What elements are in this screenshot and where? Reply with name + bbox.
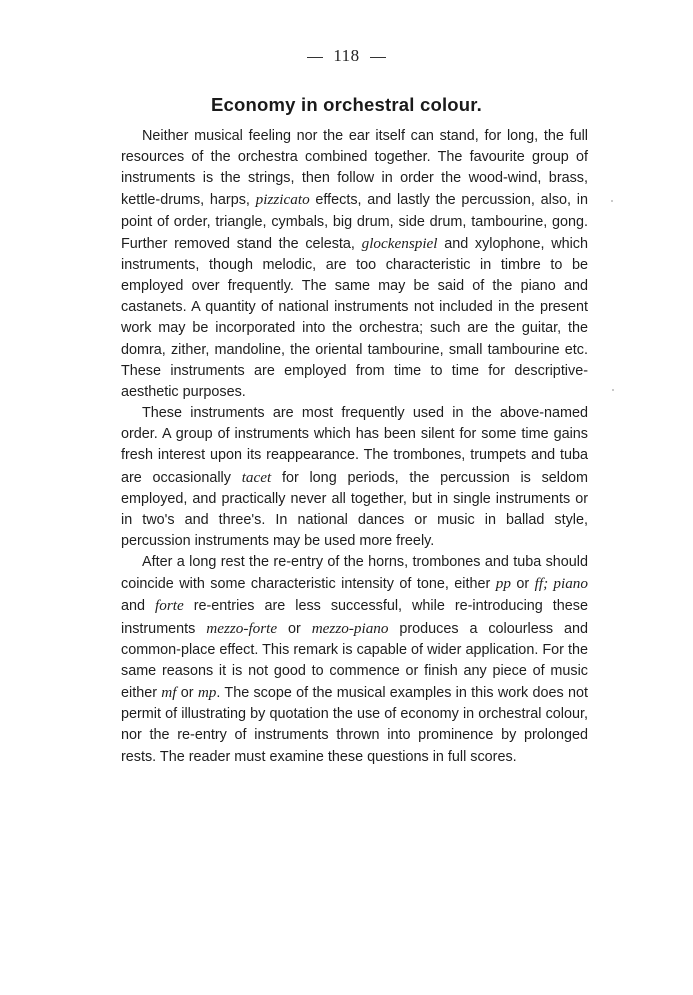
italic-term: glockenspiel [361,234,438,252]
italic-term: mezzo-piano [311,619,389,637]
text-run: These instruments are most frequently used in the above-named order. A group of instruments which has been silent for some time gains fresh interest upon its reappearance. The trombones, trumpets and tuba are occasionally [121,405,588,486]
text-run: produces a colourless and common-place effect. This remark is capable of wider application. For the same reasons it is not good to commence or finish any piece of music either [121,620,588,702]
italic-term: ff; piano [534,575,588,593]
italic-term: mp [197,684,217,702]
text-run: or [510,576,535,593]
text-run: . The scope of the musical examples in this work does not permit of illustrating by quotation the use of economy in orchestral colour, nor the re-entry of instruments thrown into prominence by prolonged rests. The reader must examine these questions in full scores. [121,685,588,765]
paragraph-2 [121,403,588,552]
text-run: and [121,598,156,615]
text-run: re-entries are less successful, while re-introducing these instruments [121,598,588,637]
left-dash [307,57,323,58]
italic-term: pp [495,575,511,593]
page-number-value: 118 [333,46,360,65]
paragraph-1 [121,126,588,403]
body-text [121,126,588,768]
paper-speck [612,389,614,391]
text-run: or [277,620,312,637]
text-run: and xylophone, which instruments, though melodic, are too characteristic in timbre to be employed over frequently. The same may be said of the piano and castanets. A quantity of national instruments not included in the present work may be incorporated into the orchestra; such are the guitar, the domra, zither, mandoline, the oriental tambourine, small tambourine etc. These instruments are employed from time to time for descriptive-aesthetic purposes. [121,235,588,400]
text-run: effects, and lastly the percussion, also, in point of order, triangle, cymbals, big drum, side drum, tambourine, gong. Further removed stand the celesta, [121,192,588,252]
text-run: or [176,685,198,702]
text-run: for long periods, the percussion is seldom employed, and practically never all together, but in single instruments or in two's and three's. In national dances or music in ballad style, percussion instruments may be used more freely. [121,469,588,549]
italic-term: pizzicato [255,191,310,209]
paragraph-3 [121,552,588,768]
italic-term: mezzo-forte [206,619,278,637]
italic-term: tacet [241,468,272,486]
text-run: Neither musical feeling nor the ear itself can stand, for long, the full resources of the orchestra combined together. The favourite group of instruments is the strings, then follow in order the wood-wind, brass, kettle-drums, harps, [121,128,588,209]
page-number [0,46,693,66]
italic-term: forte [155,597,184,615]
italic-term: mf [161,684,177,702]
right-dash [370,57,386,58]
section-heading: Economy in orchestral colour. [210,94,483,115]
text-run: After a long rest the re-entry of the horns, trombones and tuba should coincide with some characteristic intensity of tone, either [121,554,588,593]
paper-speck [611,200,613,202]
